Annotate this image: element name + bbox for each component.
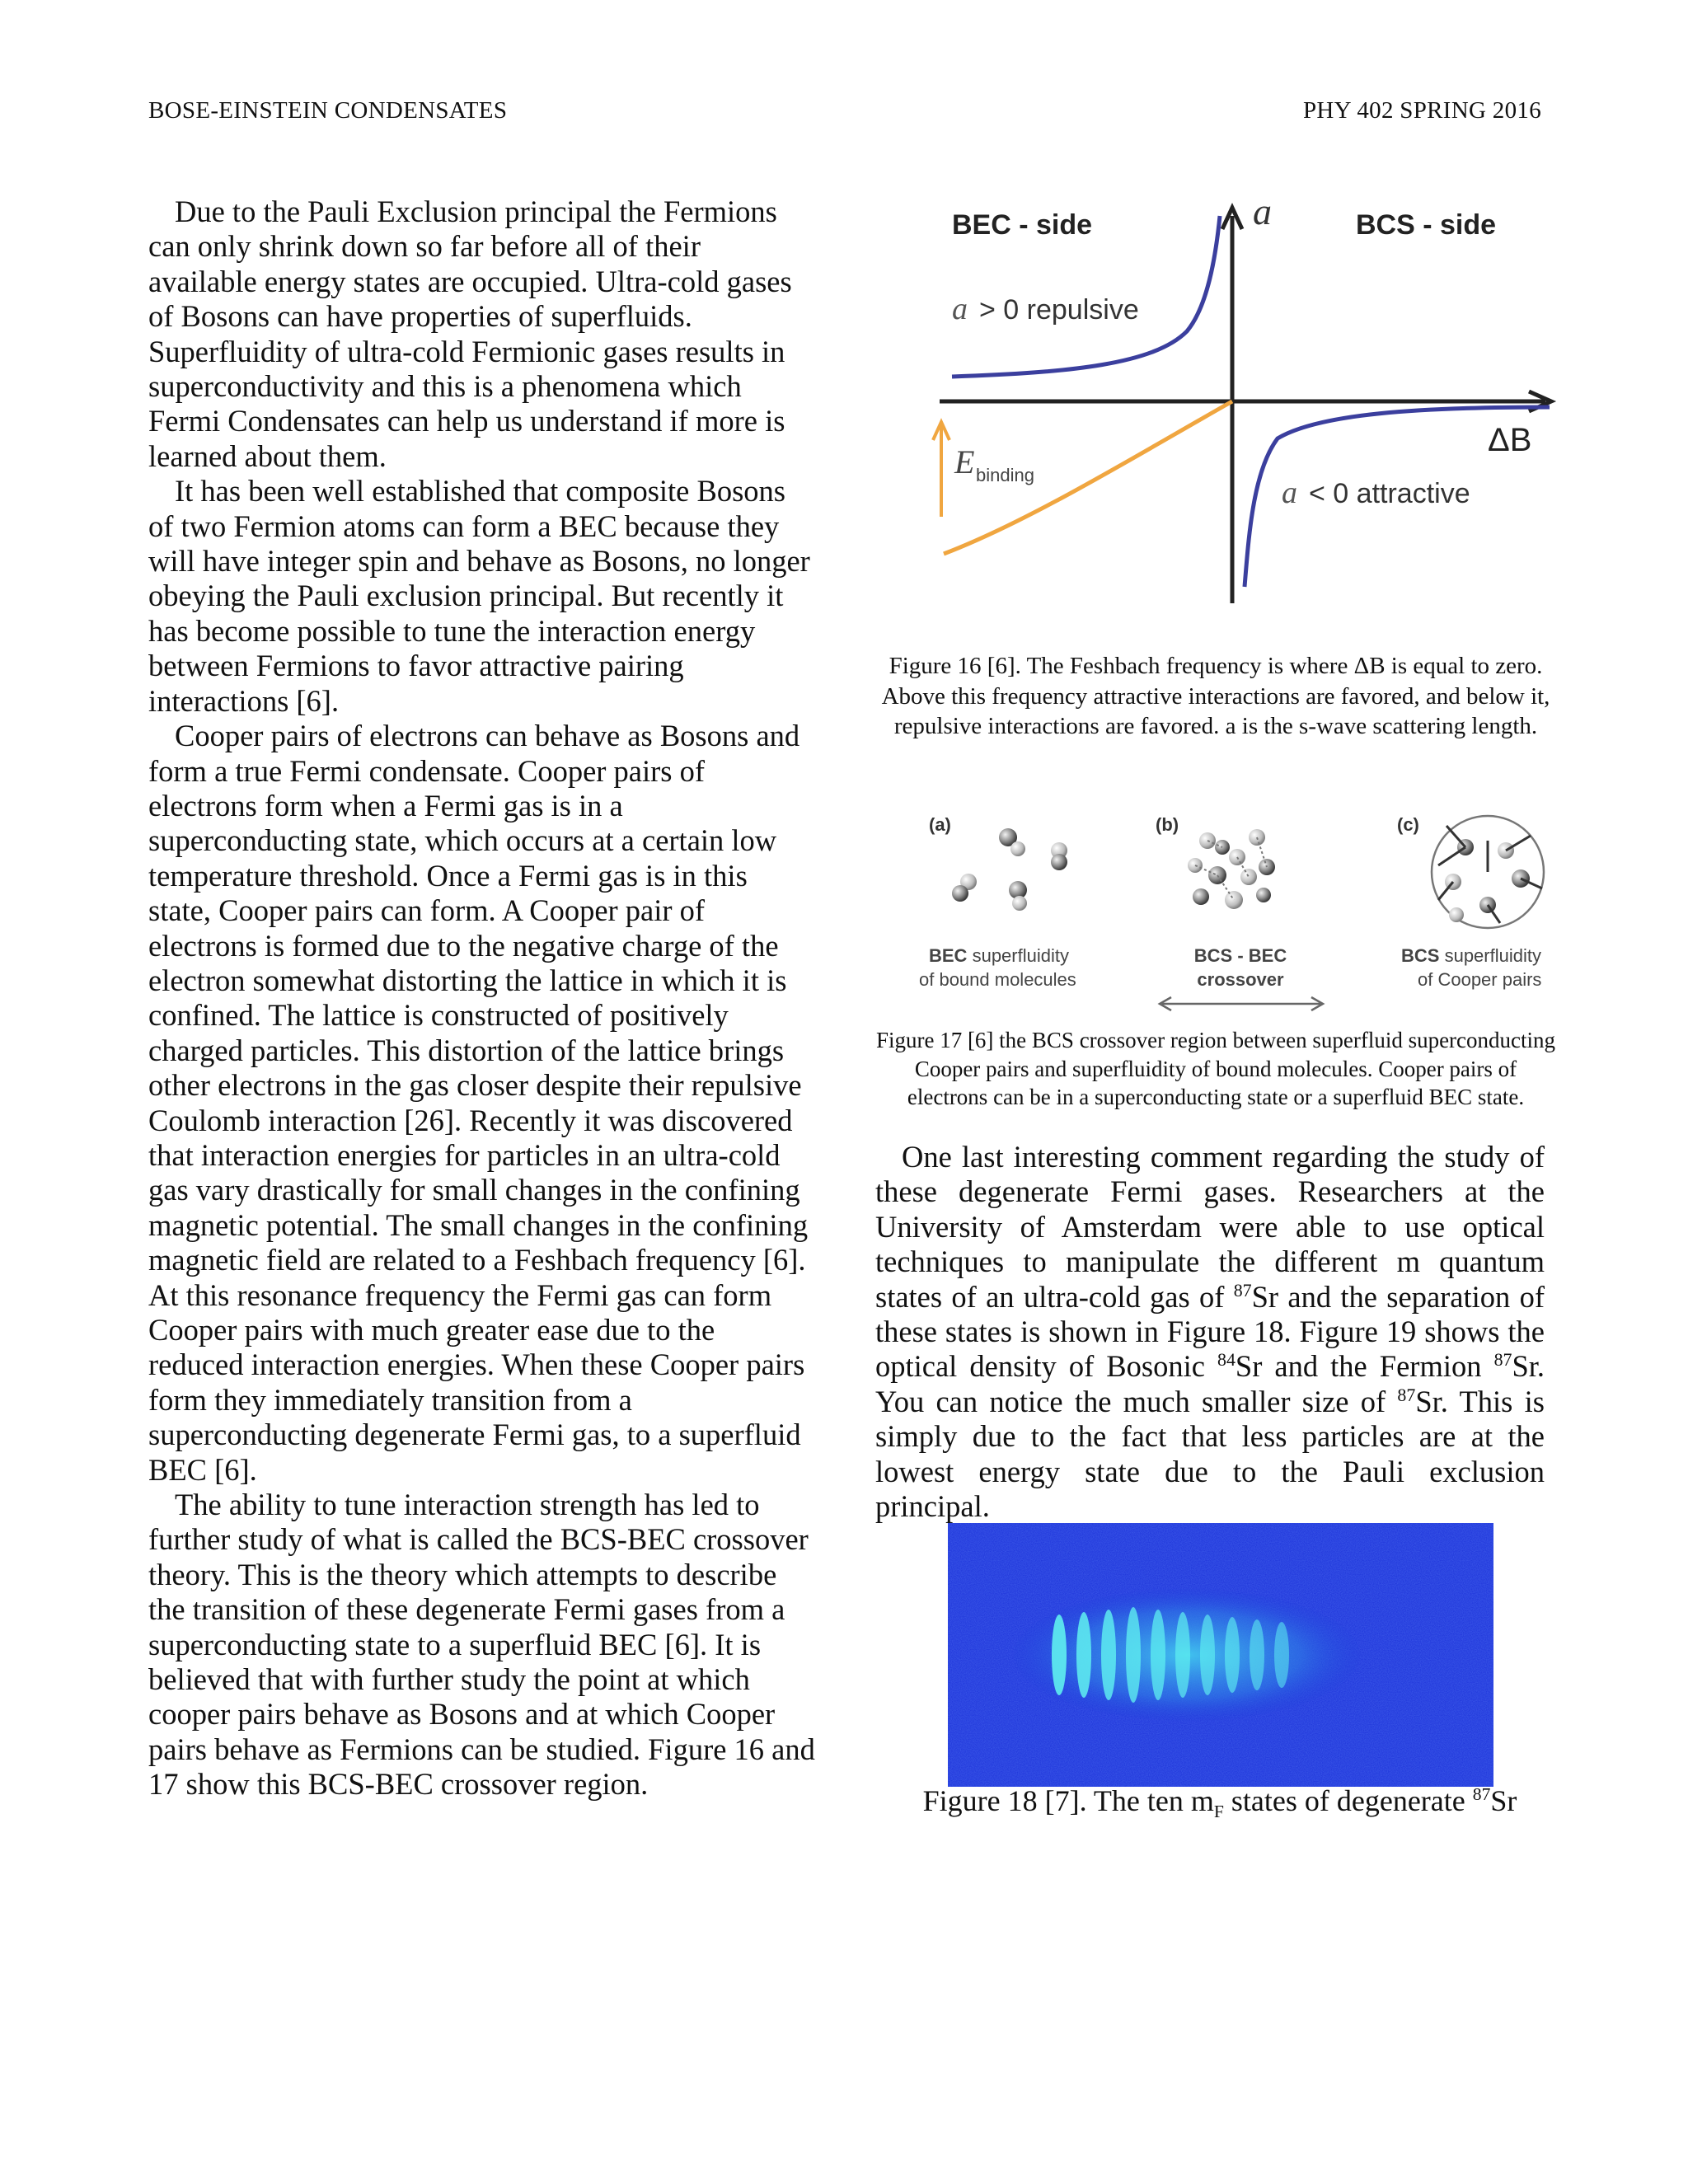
attractive-label: < 0 attractive (1309, 478, 1470, 509)
figure-17-crossover-diagram (911, 808, 1570, 1014)
panel-b-caption-line1: BCS - BEC (1193, 945, 1287, 966)
panel-b-caption-line2: crossover (1197, 969, 1284, 990)
axis-delta-b-label: ΔB (1488, 422, 1532, 458)
bound-molecules (952, 828, 1067, 911)
e-binding-subscript: binding (976, 465, 1034, 485)
header-course: PHY 402 SPRING 2016 (1302, 97, 1541, 124)
paragraph: The ability to tune interaction strength has led to further study of what is called the BCS-BEC crossover theory. This is the theory which attempts to describe the transition of these degenerate Fermi gases from a superconducting state to a superfluid BEC [6]. It is believed that with further study the point at which cooper pairs behave as Bosons and at which Cooper pairs behave as Fermions can be studied. Figure 16 and 17 show this BCS-BEC crossover region. (148, 1488, 815, 1802)
mf-state-stripe (1274, 1622, 1289, 1688)
panel-c-caption-line2: of Cooper pairs (1418, 969, 1542, 990)
mf-state-stripe (1076, 1612, 1091, 1698)
paragraph: Cooper pairs of electrons can behave as Bosons and form a true Fermi condensate. Cooper pairs of electrons form when a Fermi gas is in a superconducting state, which occurs at a certain low temperature threshold. Once a Fermi gas is in this state, Cooper pairs can form. A Cooper pair of electrons is formed due to the negative charge of the electron somewhat distorting the lattice in which it is confined. The lattice is constructed of positively charged particles. This distortion of the lattice brings other electrons in the gas closer despite their repulsive Coulomb interaction [26]. Recently it was discovered that interaction energies for particles in an ultra-cold gas vary drastically for small changes in the confining magnetic potential. The small changes in the confining magnetic field are related to a Feshbach frequency [6]. At this resonance frequency the Fermi gas can form Cooper pairs with much greater ease due to the reduced interaction energies. When these Cooper pairs form they immediately transition from a superconducting degenerate Fermi gas, to a superfluid BEC [6]. (148, 719, 809, 1487)
mf-state-stripe (1225, 1617, 1240, 1693)
repulsive-a-symbol: a (952, 292, 968, 326)
bec-side-label: BEC - side (952, 209, 1093, 241)
e-binding-symbol: E (954, 443, 975, 480)
mf-state-stripe (1250, 1619, 1264, 1690)
mf-state-stripe (1052, 1615, 1067, 1695)
mf-state-stripe (1175, 1612, 1190, 1698)
figure-18-optical-image (948, 1523, 1493, 1787)
panel-c-caption-line1: BCS superfluidity (1401, 945, 1541, 966)
paragraph: It has been well established that composite Bosons of two Fermion atoms can form a BEC because they will have integer spin and behave as Bosons, no longer obeying the Pauli exclusion principal. But recently it has become possible to tune the interaction energy between Fermions to favor attractive pairing interactions [6]. (148, 474, 810, 718)
header-title: BOSE-EINSTEIN CONDENSATES (148, 97, 508, 124)
running-header (148, 97, 1541, 134)
figure-18-caption: Figure 18 [7]. The ten $m_F$ states of degenerate $^{87}$Sr (922, 1784, 1517, 1822)
paragraph: One last interesting comment regarding the study of these degenerate Fermi gases. Researchers at the University of Amsterdam were able to use optical techniques to manipulate the different m quantum states of an ultra-cold gas of $^{87}$Sr and the separation of these states is shown in Figure 18. Figure 19 shows the optical density of Bosonic $^{84}$Sr and the Fermion $^{87}$Sr. You can notice the much smaller size of $^{87}$Sr. This is simply due to the fact that less particles are at the lowest energy state due to the Pauli exclusion principal. (875, 1140, 1545, 1524)
figure-16-feshbach-diagram (907, 191, 1566, 620)
left-column (148, 194, 816, 1802)
mf-state-stripe (1151, 1610, 1165, 1700)
figure-16-caption: Figure 16 [6]. The Feshbach frequency is where ΔB is equal to zero. Above this frequency attractive interactions are favored, and below it, repulsive interactions are favored. a is the s-wave scattering length. (881, 653, 1550, 739)
feshbach-plot (907, 191, 1566, 620)
mf-state-stripe (1101, 1610, 1116, 1700)
panel-a-label: (a) (929, 814, 951, 835)
paragraph: Due to the Pauli Exclusion principal the Fermions can only shrink down so far before all of their available energy states are occupied. Ultra-cold gases of Bosons can have properties of superfluids. Superfluidity of ultra-cold Fermionic gases results in superconductivity and this is a phenomena which Fermi Condensates can help us understand if more is learned about them. (148, 194, 792, 473)
mf-state-stripe (1200, 1615, 1215, 1695)
bcs-side-label: BCS - side (1356, 209, 1497, 241)
crossover-cluster (1188, 829, 1275, 909)
panel-c-label: (c) (1397, 814, 1419, 835)
crossover-schematic (911, 808, 1570, 1014)
cooper-pairs (1432, 816, 1544, 928)
right-column (875, 1140, 1545, 1524)
figure-17-caption: Figure 17 [6] the BCS crossover region between superfluid superconducting Cooper pairs and superfluidity of bound molecules. Cooper pairs of electrons can be in a superconducting state or a superfluid BEC state. (875, 1028, 1556, 1109)
panel-a-caption-line1: BEC superfluidity (929, 945, 1069, 966)
mf-state-stripe (1126, 1607, 1141, 1703)
panel-b-label: (b) (1156, 814, 1179, 835)
axis-a-label: a (1253, 191, 1272, 232)
repulsive-label: > 0 repulsive (979, 294, 1139, 326)
panel-a-caption-line2: of bound molecules (919, 969, 1076, 990)
mf-states-image (948, 1523, 1493, 1787)
attractive-a-symbol: a (1282, 476, 1297, 510)
